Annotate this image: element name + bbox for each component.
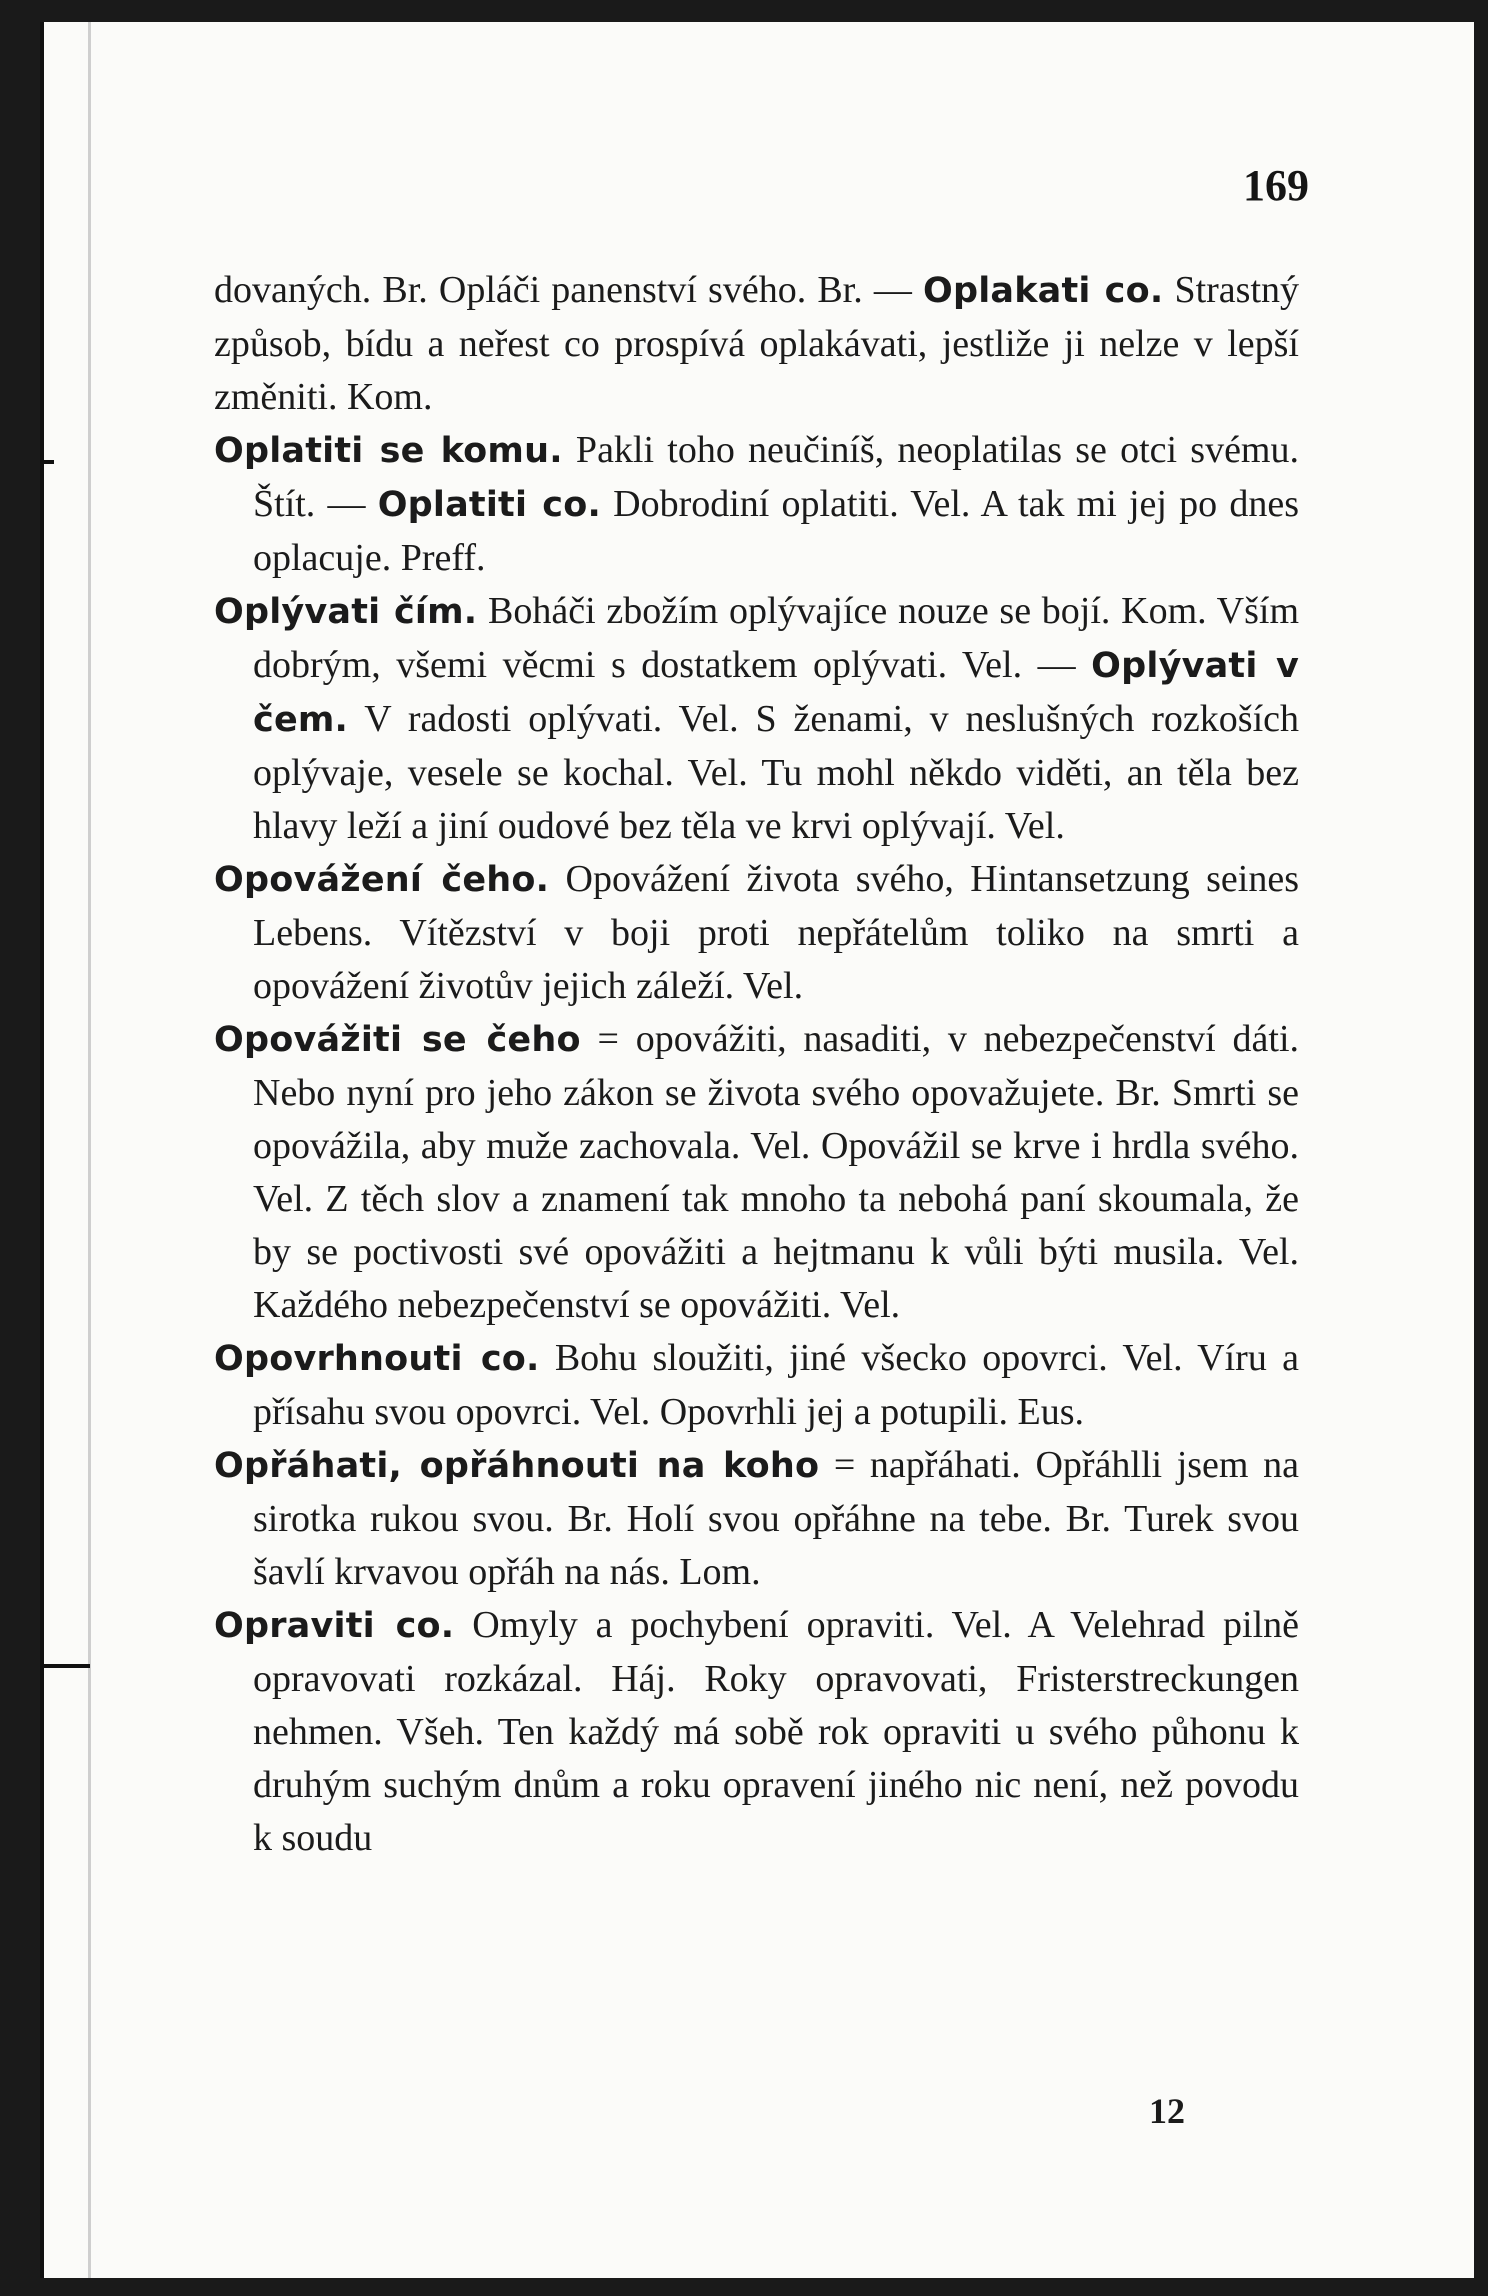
entry-headword: Oplakati co. — [922, 271, 1164, 311]
entry-headword: Oplatiti co. — [377, 485, 601, 525]
entry-text: V radosti oplývati. Vel. S ženami, v neslušných rozkoších oplývaje, vesele se kochal. Vel. Tu mohl někdo viděti, an těla bez hlavy leží a jiní oudové bez těla ve krvi oplývají. Vel. — [253, 698, 1299, 847]
entry-text: Omyly a pochybení opraviti. Vel. A Velehrad pilně opravovati rozkázal. Háj. Roky opravovati, Fristerstreckungen nehmen. Všeh. Ten každý má sobě rok opraviti u svého půhonu k druhým suchým dnům a roku opravení jiného nic není, než povodu k soudu — [253, 1604, 1299, 1859]
entry-text: = opovážiti, nasaditi, v nebezpečenství dáti. Nebo nyní pro jeho zákon se života svého opovažujete. Br. Smrti se opovážila, aby muže zachovala. Vel. Opovážil se krve i hrdla svého. Vel. Z těch slov a znamení tak mnoho ta nebohá paní skoumala, že by se poctivosti své opovážiti a hejtmanu k vůli býti musila. Vel. Každého nebezpečenství se opovážiti. Vel. — [253, 1018, 1299, 1326]
page-number: 169 — [1243, 161, 1309, 210]
entry-headword: Opovážiti se čeho — [214, 1020, 581, 1060]
entry-continuation — [214, 264, 1299, 424]
entry-headword: Oplatiti se komu. — [214, 431, 563, 471]
entry-headword: Opřáhati, opřáhnouti na koho — [214, 1446, 820, 1486]
margin-tick — [40, 1664, 90, 1668]
entry-text: Dobrodiní oplatiti. Vel. A tak mi jej po dnes oplacuje. Preff. — [253, 483, 1299, 579]
entry-oplyvati — [214, 585, 1299, 853]
dictionary-text — [214, 264, 1299, 1865]
entry-headword: Opovážení čeho. — [214, 860, 550, 900]
entry-opraviti — [214, 1599, 1299, 1865]
entry-text: Bohu sloužiti, jiné všecko opovrci. Vel. Víru a přísahu svou opovrci. Vel. Opovrhli jej a potupili. Eus. — [253, 1337, 1299, 1433]
entry-headword: Oplývati v čem. — [253, 646, 1299, 740]
entry-oplatiti — [214, 424, 1299, 585]
book-page — [40, 22, 1474, 2278]
entry-oprahati — [214, 1439, 1299, 1599]
entry-headword: Opovrhnouti co. — [214, 1339, 540, 1379]
entry-text: = napřáhati. Opřáhlli jsem na sirotka rukou svou. Br. Holí svou opřáhne na tebe. Br. Turek svou šavlí krvavou opřáh na nás. Lom. — [253, 1444, 1299, 1593]
entry-text: Opovážení života svého, Hintansetzung seines Lebens. Vítězství v boji proti nepřátelům toliko na smrti a opovážení životův jejich záleží. Vel. — [253, 858, 1299, 1007]
entry-text: dovaných. Br. Opláči panenství svého. Br. — — [214, 269, 923, 311]
margin-rule — [88, 22, 91, 2278]
entry-text: Strastný způsob, bídu a neřest co prospívá oplakávati, jestliže ji nelze v lepší změniti. Kom. — [214, 269, 1300, 418]
entry-opovrhnouti — [214, 1332, 1299, 1439]
entry-text: Boháči zbožím oplývajíce nouze se bojí. Kom. Vším dobrým, všemi věcmi s dostatkem oplývati. Vel. — — [253, 590, 1300, 686]
signature-mark: 12 — [1149, 2091, 1185, 2131]
entry-opovazeni — [214, 853, 1299, 1013]
margin-tick — [40, 460, 54, 464]
entry-headword: Opraviti co. — [214, 1606, 455, 1646]
entry-headword: Oplývati čím. — [214, 592, 478, 632]
entry-text: Pakli toho neučiníš, neoplatilas se otci svému. Štít. — — [253, 429, 1299, 525]
entry-opovaziti — [214, 1013, 1299, 1332]
